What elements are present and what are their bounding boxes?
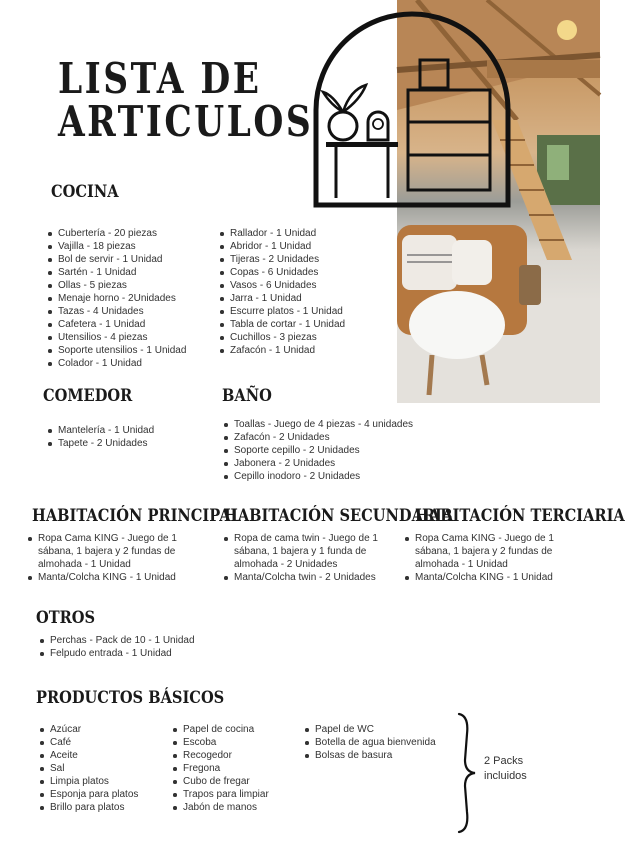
packs-note (484, 754, 527, 784)
cocina-list-1 (46, 227, 226, 370)
list-item: Abridor - 1 Unidad (218, 240, 398, 253)
otros-heading: OTROS (36, 608, 96, 628)
list-item: Zafacón - 1 Unidad (218, 344, 398, 357)
list-item: Vasos - 6 Unidades (218, 279, 398, 292)
list-item: Vajilla - 18 piezas (46, 240, 226, 253)
list-item: Recogedor (171, 749, 301, 762)
list-item: Sal (38, 762, 168, 775)
list-item: Brillo para platos (38, 801, 168, 814)
cocina-heading: COCINA (51, 182, 119, 202)
list-item: Soporte utensilios - 1 Unidad (46, 344, 226, 357)
list-item: Papel de WC (303, 723, 453, 736)
list-item: Fregona (171, 762, 301, 775)
list-item: Aceite (38, 749, 168, 762)
list-item: Papel de cocina (171, 723, 301, 736)
list-item: Copas - 6 Unidades (218, 266, 398, 279)
basicos-list-3 (303, 723, 453, 762)
list-item: Trapos para limpiar (171, 788, 301, 801)
list-item: Ropa de cama twin - Juego de 1 sábana, 1 bajera y 1 funda de almohada - 2 Unidades (222, 532, 402, 571)
basicos-list-2 (171, 723, 301, 814)
comedor-heading: COMEDOR (43, 386, 133, 406)
list-item: Perchas - Pack de 10 - 1 Unidad (38, 634, 238, 647)
list-item: Manta/Colcha KING - 1 Unidad (26, 571, 208, 584)
list-item: Jabonera - 2 Unidades (222, 457, 432, 470)
otros-list (38, 634, 238, 660)
hab-principal-heading: HABITACIÓN PRINCIPAL (32, 506, 241, 526)
list-item: Tijeras - 2 Unidades (218, 253, 398, 266)
hab-principal-list (26, 532, 208, 584)
list-item: Jarra - 1 Unidad (218, 292, 398, 305)
list-item: Azúcar (38, 723, 168, 736)
bano-list (222, 418, 432, 483)
page-title-line2: ARTICULOS (58, 96, 314, 146)
list-item: Jabón de manos (171, 801, 301, 814)
list-item: Soporte cepillo - 2 Unidades (222, 444, 432, 457)
list-item: Manta/Colcha KING - 1 Unidad (403, 571, 591, 584)
list-item: Cuchillos - 3 piezas (218, 331, 398, 344)
list-item: Tabla de cortar - 1 Unidad (218, 318, 398, 331)
hab-terciaria-heading: HABITACIÓN TERCIARIA (415, 506, 625, 526)
list-item: Esponja para platos (38, 788, 168, 801)
list-item: Colador - 1 Unidad (46, 357, 226, 370)
curly-brace-icon (455, 712, 481, 834)
packs-note-line1: 2 Packs (484, 755, 524, 767)
list-item: Bolsas de basura (303, 749, 453, 762)
list-item: Zafacón - 2 Unidades (222, 431, 432, 444)
list-item: Cepillo inodoro - 2 Unidades (222, 470, 432, 483)
page-title-line1: LISTA DE (58, 54, 262, 103)
list-item: Toallas - Juego de 4 piezas - 4 unidades (222, 418, 432, 431)
list-item: Felpudo entrada - 1 Unidad (38, 647, 238, 660)
list-item: Utensilios - 4 piezas (46, 331, 226, 344)
list-item: Cafetera - 1 Unidad (46, 318, 226, 331)
list-item: Mantelería - 1 Unidad (46, 424, 216, 437)
hab-secundaria-heading: HABITACIÓN SECUNDARIA (224, 506, 454, 526)
hab-terciaria-list (403, 532, 591, 584)
list-item: Tapete - 2 Unidades (46, 437, 216, 450)
list-item: Café (38, 736, 168, 749)
comedor-list (46, 424, 216, 450)
packs-note-line2: incluidos (484, 770, 527, 782)
list-item: Rallador - 1 Unidad (218, 227, 398, 240)
list-item: Cubertería - 20 piezas (46, 227, 226, 240)
list-item: Ropa Cama KING - Juego de 1 sábana, 1 bajera y 2 fundas de almohada - 1 Unidad (26, 532, 208, 571)
list-item: Manta/Colcha twin - 2 Unidades (222, 571, 402, 584)
list-item: Ropa Cama KING - Juego de 1 sábana, 1 bajera y 2 fundas de almohada - 1 Unidad (403, 532, 591, 571)
basicos-list-1 (38, 723, 168, 814)
cocina-list-2 (218, 227, 398, 357)
page-title (58, 54, 314, 146)
list-item: Menaje horno - 2Unidades (46, 292, 226, 305)
bano-heading: BAÑO (222, 386, 272, 406)
arch-shelf-illustration (298, 0, 528, 215)
list-item: Bol de servir - 1 Unidad (46, 253, 226, 266)
list-item: Sartén - 1 Unidad (46, 266, 226, 279)
list-item: Cubo de fregar (171, 775, 301, 788)
list-item: Botella de agua bienvenida (303, 736, 453, 749)
list-item: Escurre platos - 1 Unidad (218, 305, 398, 318)
list-item: Ollas - 5 piezas (46, 279, 226, 292)
list-item: Escoba (171, 736, 301, 749)
list-item: Tazas - 4 Unidades (46, 305, 226, 318)
basicos-heading: PRODUCTOS BÁSICOS (36, 688, 225, 708)
hab-secundaria-list (222, 532, 402, 584)
list-item: Limpia platos (38, 775, 168, 788)
